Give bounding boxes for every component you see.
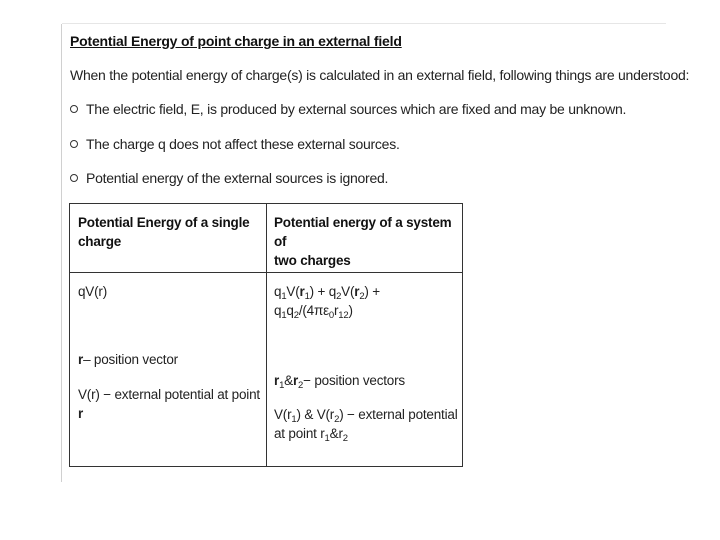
two-position-vectors: $r_1\&r_2-$ position vectors bbox=[274, 373, 405, 391]
left-divider bbox=[61, 24, 62, 482]
bullet-text: The electric field, E, is produced by external sources which are fixed and may be unknown. bbox=[86, 101, 627, 117]
bullet-text: The charge q does not affect these external sources. bbox=[86, 136, 400, 152]
bullet-circle-icon bbox=[70, 105, 78, 113]
two-external-potential: $V(r_1)$ & $V(r_2)$ − external potential at point $r_1\&r_2$ bbox=[274, 407, 458, 444]
intro-paragraph: When the potential energy of charge(s) is calculated in an external field, following things are understood: bbox=[70, 67, 690, 83]
top-divider bbox=[62, 23, 666, 24]
single-charge-formula: qV(r) bbox=[78, 284, 107, 299]
potential-energy-table bbox=[69, 203, 463, 467]
bullet-item bbox=[70, 101, 626, 117]
section-heading: Potential Energy of point charge in an external field bbox=[70, 33, 402, 49]
table-column-divider bbox=[266, 204, 267, 466]
header-single-charge: Potential Energy of a single charge bbox=[78, 215, 250, 249]
bullet-item bbox=[70, 136, 400, 152]
bullet-item bbox=[70, 170, 388, 186]
header-two-charges: Potential energy of a system of two charges bbox=[274, 215, 452, 268]
bullet-text: Potential energy of the external sources is ignored. bbox=[86, 170, 389, 186]
bullet-circle-icon bbox=[70, 140, 78, 148]
single-r-definition: r– position vector bbox=[78, 352, 178, 367]
two-charge-formula: $q_1V(r_1) + q_2V(r_2)$ + $q_1q_2/(4\pi\varepsilon_0r_{12})$ bbox=[274, 284, 380, 321]
table-header-divider bbox=[70, 272, 462, 273]
single-v-definition: V(r) − external potential at point r bbox=[78, 387, 260, 421]
bullet-circle-icon bbox=[70, 174, 78, 182]
